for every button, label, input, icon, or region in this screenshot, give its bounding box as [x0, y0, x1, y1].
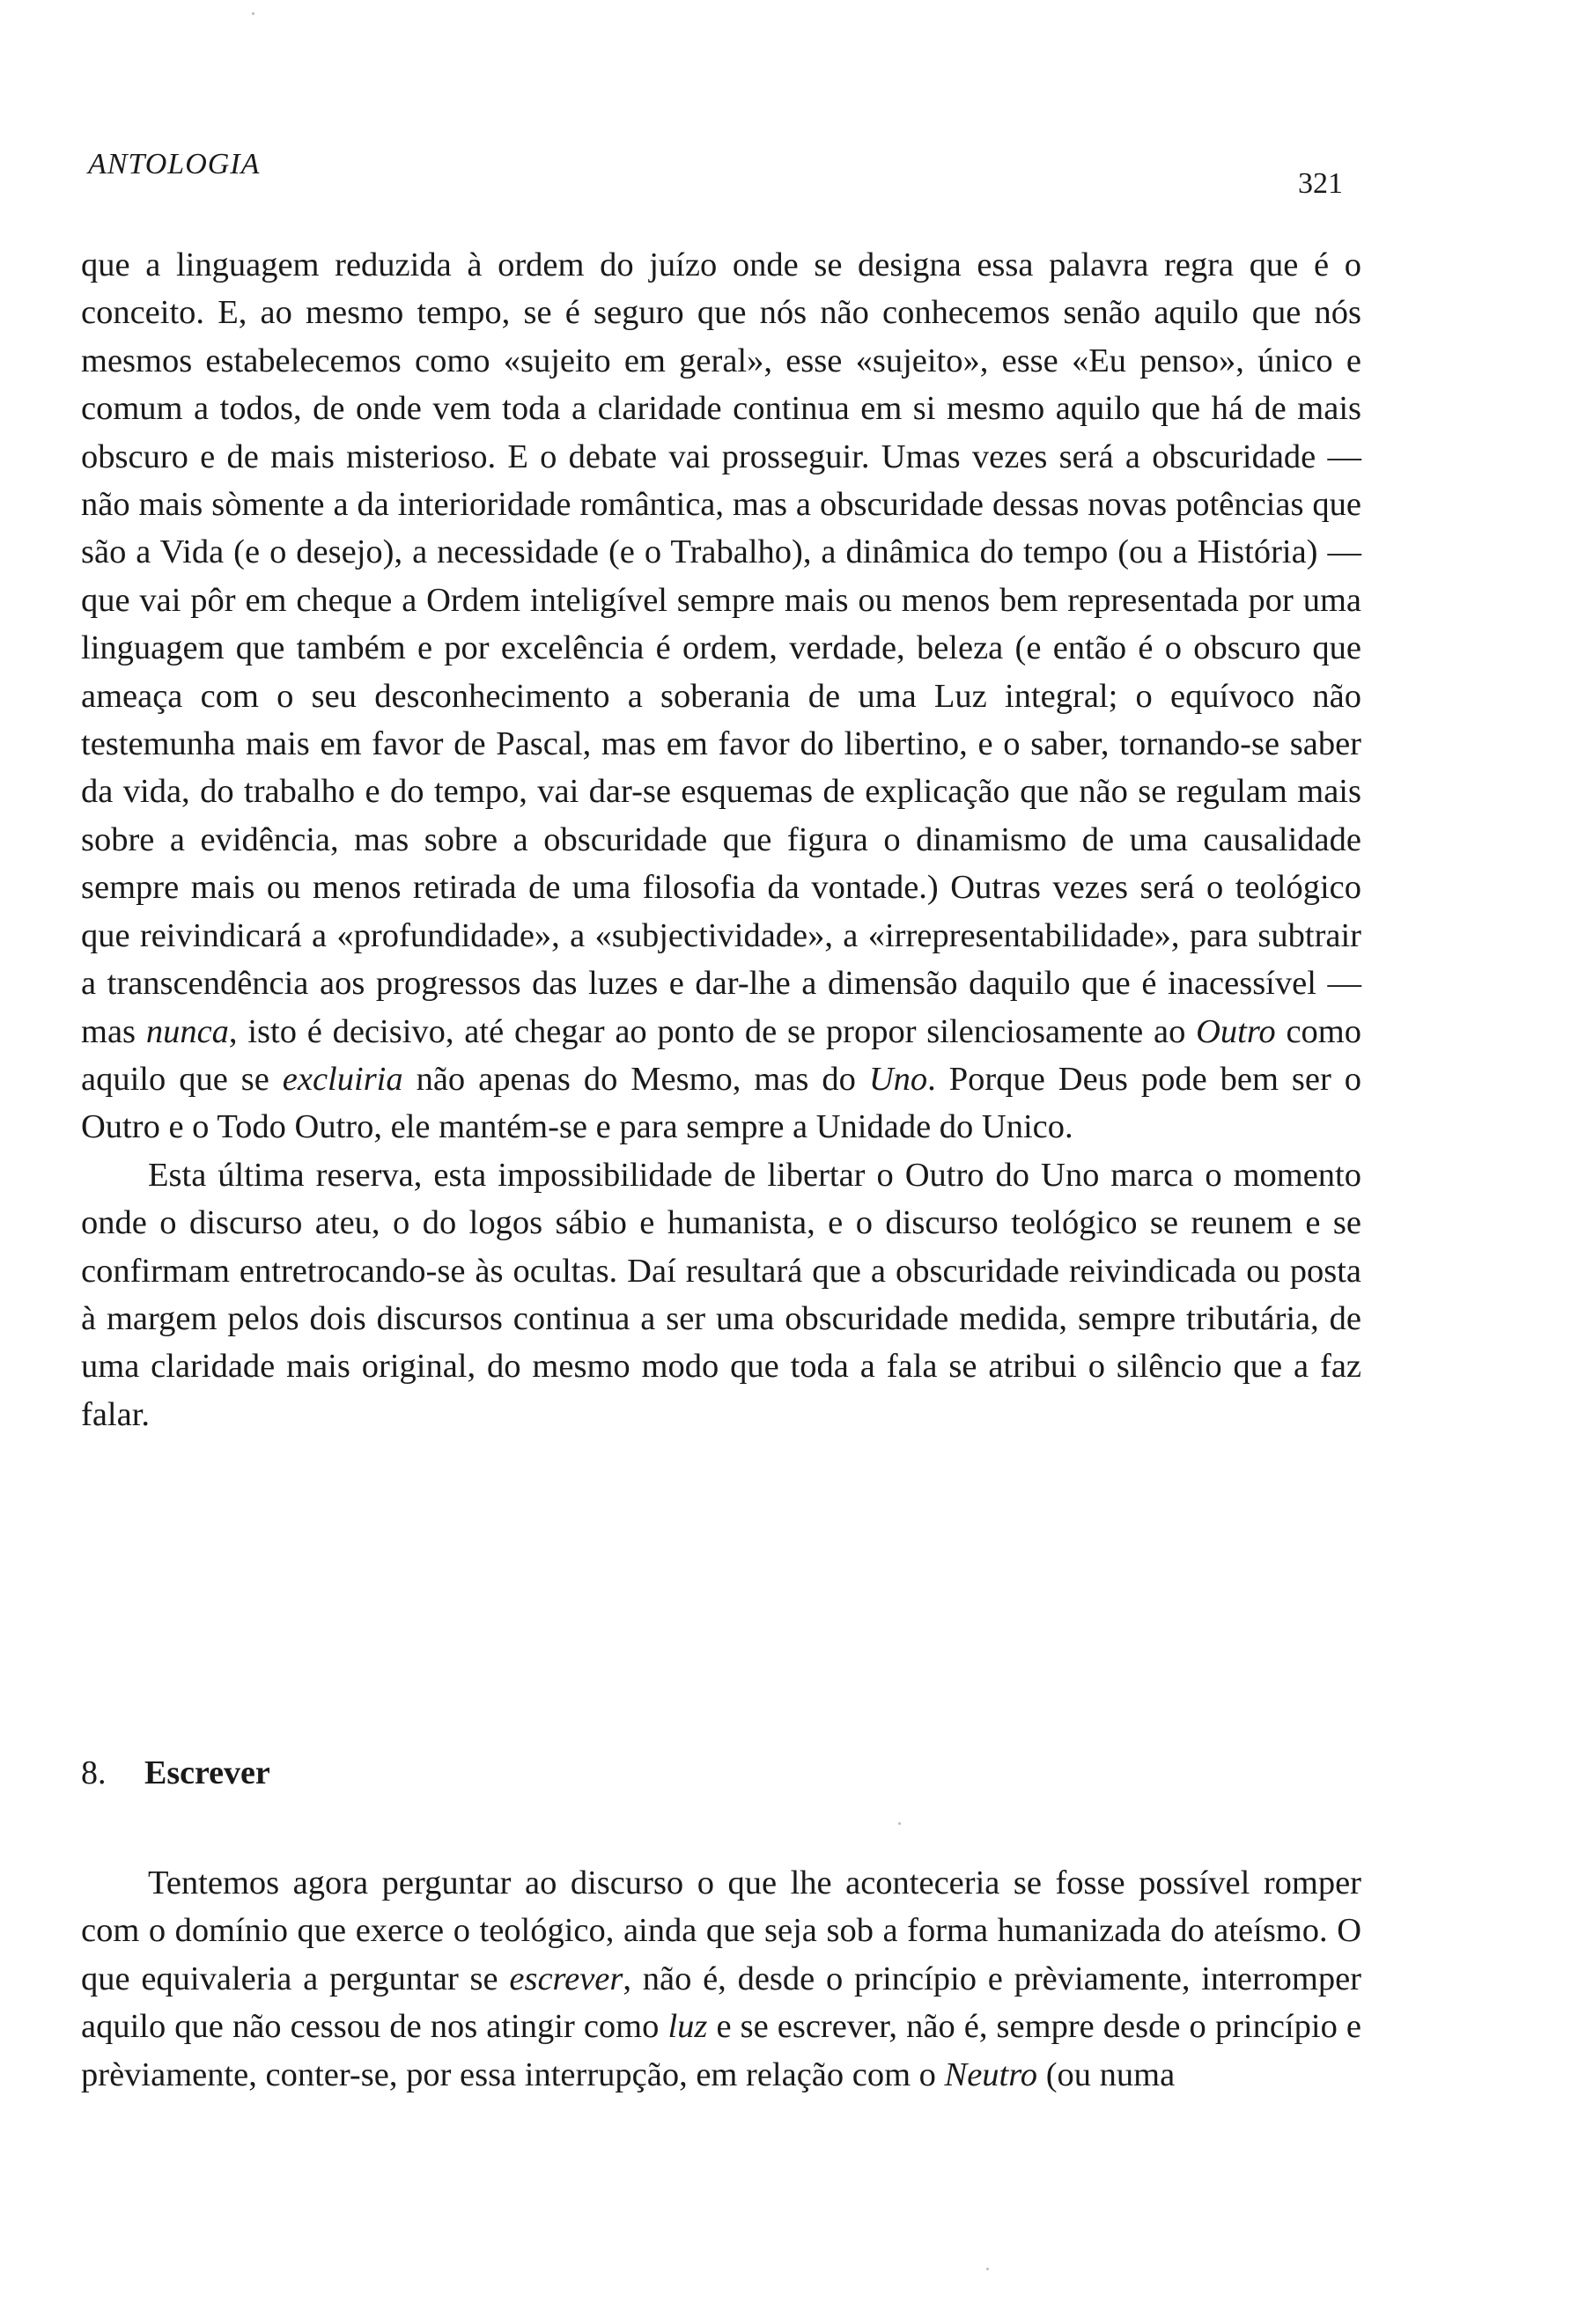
text-run: que a linguagem reduzida à ordem do juízo onde se designa essa palavra regra que é o conceito. E, ao mesmo tempo, se é seguro que nós não conhecemos senão aquilo que nós mesmos estabelecemos como «sujeito em geral», esse «sujeito», esse «Eu penso», único e comum a todos, de onde vem toda a claridade continua em si mesmo aquilo que há de mais obscuro e de mais misterioso. E o debate vai prosseguir. Umas vezes será a obscuridade — não mais sòmente a da interioridade romântica, mas a obscuridade dessas novas potências que são a Vida (e o desejo), a necessidade (e o Trabalho), a dinâmica do tempo (ou a História) — que vai pôr em cheque a Ordem inteligível sempre mais ou menos bem representada por uma linguagem que também e por excelência é ordem, verdade, beleza (e então é o obscuro que ameaça com o seu desconhecimento a soberania de uma Luz integral; o equívoco não testemunha mais em favor de Pascal, mas em favor do libertino, e o saber, tornando-se saber da vida, do trabalho e do tempo, vai dar-se esquemas de explicação que não se regulam mais sobre a evidência, mas sobre a obscuridade que figura o dinamismo de uma causalidade sempre mais ou menos retirada de uma filosofia da vontade.) Outras vezes será o teológico que reivindicará a «profundidade», a «subjectividade», a «irrepresentabilidade», para subtrair a transcendência aos progressos das luzes e dar-lhe a dimensão daquilo que é inacessível — mas	[81, 246, 1361, 1050]
text-run: Tentemos agora perguntar ao discurso o que lhe aconteceria se fosse possível romper com o domínio que exerce o teológico, ainda que seja sob a forma humanizada do ateísmo. O que equivaleria a perguntar se	[81, 1864, 1361, 1997]
emphasis-neutro: Neutro	[944, 2056, 1038, 2093]
text-run: , isto é decisivo, até chegar ao ponto de se propor silenciosamente ao	[228, 1012, 1197, 1050]
running-header: ANTOLOGIA	[88, 148, 261, 180]
text-run: (ou numa	[1037, 2056, 1176, 2093]
text-run: como aquilo que se	[81, 1012, 1361, 1098]
paper-speck	[252, 12, 254, 15]
paper-speck	[986, 2268, 989, 2270]
emphasis-luz: luz	[667, 2008, 708, 2046]
emphasis-outro: Outro	[1196, 1012, 1276, 1050]
paper-speck	[898, 1822, 901, 1825]
section-text	[81, 1859, 1361, 2099]
emphasis-excluiria: excluiria	[282, 1060, 403, 1098]
text-run: , não é, desde o princípio e prèviamente, interromper aquilo que não cessou de nos atingir como	[81, 1960, 1361, 2046]
text-run: . Porque Deus pode bem ser o Outro e o Todo Outro, ele mantém-se e para sempre a Unidade do Unico.	[81, 1060, 1362, 1146]
main-text	[81, 241, 1361, 1438]
section-paragraph	[81, 1859, 1361, 2099]
text-run: não apenas do Mesmo, mas do	[402, 1060, 869, 1098]
paragraph-continued	[81, 241, 1361, 1151]
section-number: 8.	[81, 1754, 107, 1791]
section-heading	[81, 1752, 270, 1794]
emphasis-uno: Uno	[868, 1060, 928, 1098]
paragraph: Esta última reserva, esta impossibilidade de libertar o Outro do Uno marca o momento onde o discurso ateu, o do logos sábio e humanista, e o discurso teológico se reunem e se confirmam entretrocando-se às ocultas. Daí resultará que a obscuridade reivindicada ou posta à margem pelos dois discursos continua a ser uma obscuridade medida, sempre tributária, de uma claridade mais original, do mesmo modo que toda a fala se atribui o silêncio que a faz falar.	[81, 1156, 1361, 1433]
emphasis-nunca: nunca	[145, 1012, 229, 1050]
page-number: 321	[1298, 167, 1343, 200]
text-run: e se escrever, não é, sempre desde o princípio e prèviamente, conter-se, por essa interrupção, em relação com o	[81, 2008, 1362, 2093]
section-title: Escrever	[144, 1754, 270, 1791]
emphasis-escrever: escrever	[509, 1960, 623, 1997]
